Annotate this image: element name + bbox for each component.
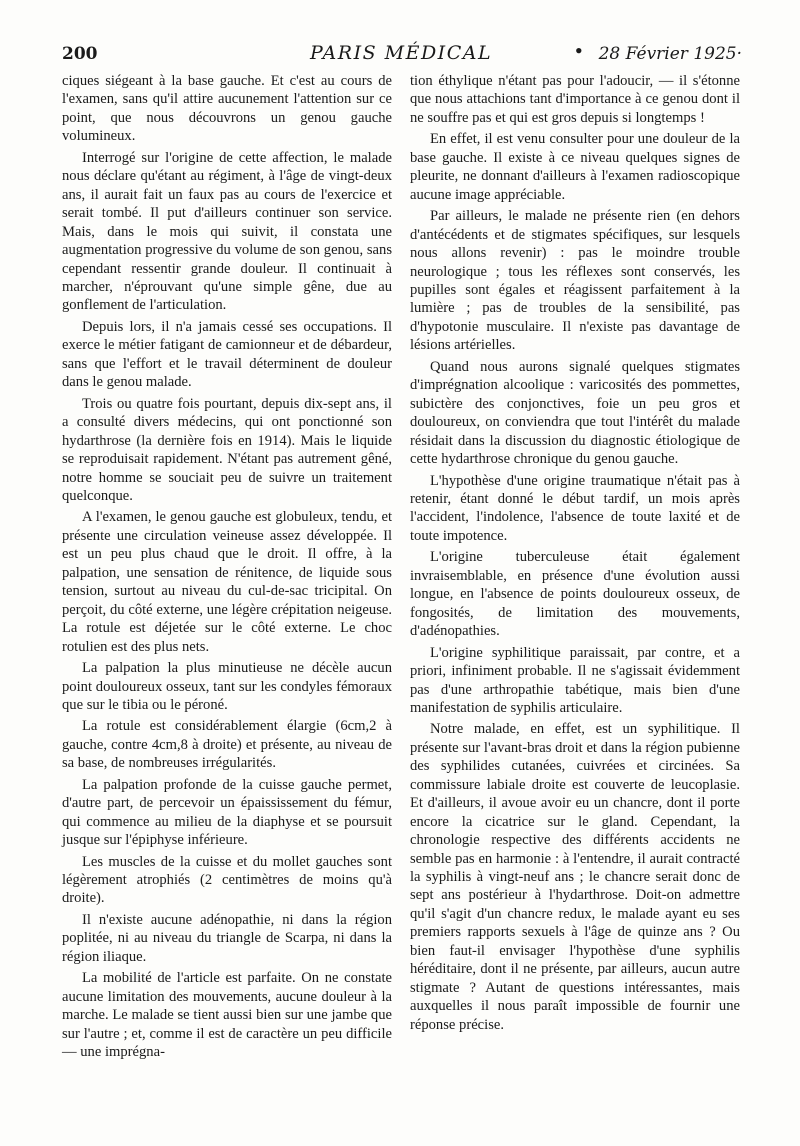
paragraph: Par ailleurs, le malade ne présente rien (en dehors d'antécédents et de stigmates spécifiques, sur lesquels nous allons revenir) : pas le moindre trouble neurologique ; tous les réflexes sont conservés, les pupilles sont égales et réagissent parfaitement à la lumière ; pas de troubles de la sensibilité, pas d'hypotonie musculaire. Il n'existe pas davantage de lésions artérielles. (410, 208, 740, 354)
paragraph: En effet, il est venu consulter pour une douleur de la base gauche. Il existe à ce niveau quelques signes de pleurite, ne donnant d'ailleurs à l'examen radioscopique aucune image appréciable. (410, 131, 740, 203)
paragraph: Interrogé sur l'origine de cette affection, le malade nous déclare qu'étant au régiment, à l'âge de vingt-deux ans, il aurait fait un faux pas au cours de l'exercice et serait tombé. Il put d'ailleurs continuer son service. Mais, dans le mois qui suivit, il constata une augmentation progressive du volume de son genou, sans cependant ressentir grande douleur. Il continuait à marcher, n'éprouvant qu'une simple gêne, due au gonflement de l'articulation. (62, 149, 392, 314)
page-number: 200 (62, 44, 98, 64)
paragraph: La rotule est considérablement élargie (6cm,2 à gauche, contre 4cm,8 à droite) et présente, au niveau de sa base, de nombreuses irrégularités. (62, 718, 392, 772)
right-column (410, 72, 740, 1037)
paragraph: La mobilité de l'article est parfaite. On ne constate aucune limitation des mouvements, aucune douleur à la marche. Le malade se tient aussi bien sur une jambe que sur l'autre ; et, comme il est de caractère un peu difficile — une imprégna- (62, 970, 392, 1061)
paragraph: Les muscles de la cuisse et du mollet gauches sont légèrement atrophiés (2 centimètres de moins qu'à droite). (62, 853, 392, 907)
paragraph: L'hypothèse d'une origine traumatique n'était pas à retenir, étant donné le début tardif, un mois après l'accident, l'indolence, l'absence de toute laxité et de toute impotence. (410, 472, 740, 544)
left-column (62, 72, 392, 1065)
paragraph: L'origine syphilitique paraissait, par contre, et a priori, infiniment probable. Il ne s'agissait évidemment pas d'une arthropathie tabétique, mais bien d'une manifestation de syphilis articulaire. (410, 644, 740, 716)
journal-title: PARIS MÉDICAL (310, 42, 493, 64)
issue-date: 28 Février 1925· (598, 44, 742, 64)
paragraph: Il n'existe aucune adénopathie, ni dans la région poplitée, ni au niveau du triangle de Scarpa, ni dans la région iliaque. (62, 911, 392, 965)
paragraph: La palpation profonde de la cuisse gauche permet, d'autre part, de percevoir un épaississement du fémur, qui commence au milieu de la diaphyse et se poursuit jusque sur l'épiphyse inférieure. (62, 776, 392, 849)
header-separator: • (574, 42, 584, 60)
paragraph: Notre malade, en effet, est un syphilitique. Il présente sur l'avant-bras droit et dans la région pubienne des syphilides cutanées, cuivrées et circinées. Sa commissure labiale droite est couverte de leucoplasie. Et d'ailleurs, il avoue avoir eu un chancre, dont il porte encore la cicatrice sur le gland. Cependant, la chronologie respective des différents accidents ne semble pas en harmonie : à l'entendre, il aurait contracté la syphilis à vingt-neuf ans ; le chancre serait donc de sept ans postérieur à l'hydarthrose. Doit-on admettre qu'il s'agit d'un chancre redux, le malade ayant eu ses premiers rapports sexuels à l'âge de quinze ans ? Ou bien faut-il envisager l'hypothèse d'une syphilis héréditaire, dont il ne présente, par ailleurs, aucun autre stigmate ? Autant de questions intéressantes, mais auxquelles il nous paraît impossible de fournir une réponse précise. (410, 721, 740, 1033)
paragraph: ciques siégeant à la base gauche. Et c'est au cours de l'examen, sans qu'il attire aucunement l'attention sur ce point, que nous découvrons un genou gauche volumineux. (62, 73, 392, 145)
paragraph: A l'examen, le genou gauche est globuleux, tendu, et présente une circulation veineuse assez développée. Il est un peu plus chaud que le droit. Il offre, à la palpation, une sensation de rénitence, de liquide sous tension, surtout au niveau du cul-de-sac tricipital. On perçoit, du côté externe, une légère crépitation neigeuse. La rotule est déjetée sur le côté externe. Le choc rotulien est des plus nets. (62, 509, 392, 655)
paragraph: L'origine tuberculeuse était également invraisemblable, en présence d'une évolution aussi longue, en l'absence de points douloureux osseux, de fongosités, de limitation des mouvements, d'adénopathies. (410, 549, 740, 640)
paragraph: Quand nous aurons signalé quelques stigmates d'imprégnation alcoolique : varicosités des pommettes, subictère des conjonctives, foie un peu gros et douloureux, on conviendra que tout l'intérêt du malade résidait dans la discussion du diagnostic étiologique de cette hydarthrose chronique du genou gauche. (410, 358, 740, 468)
paragraph: Trois ou quatre fois pourtant, depuis dix-sept ans, il a consulté divers médecins, qui ont ponctionné son hydarthrose (la dernière fois en 1914). Mais le liquide se reproduisait rapidement. N'étant pas autrement gêné, notre homme se souciait peu de suivre un traitement quelconque. (62, 395, 392, 504)
paragraph: Depuis lors, il n'a jamais cessé ses occupations. Il exerce le métier fatigant de camionneur et de débardeur, sans que l'effort et le travail déterminent de douleur dans le genou malade. (62, 318, 392, 391)
paragraph: La palpation la plus minutieuse ne décèle aucun point douloureux osseux, tant sur les condyles fémoraux que sur le tibia ou le péroné. (62, 660, 392, 713)
running-header (62, 40, 742, 68)
paragraph: tion éthylique n'étant pas pour l'adoucir, — il s'étonne que nous attachions tant d'importance à ce genou dont il ne souffre pas et qui est gros depuis si longtemps ! (410, 73, 740, 126)
